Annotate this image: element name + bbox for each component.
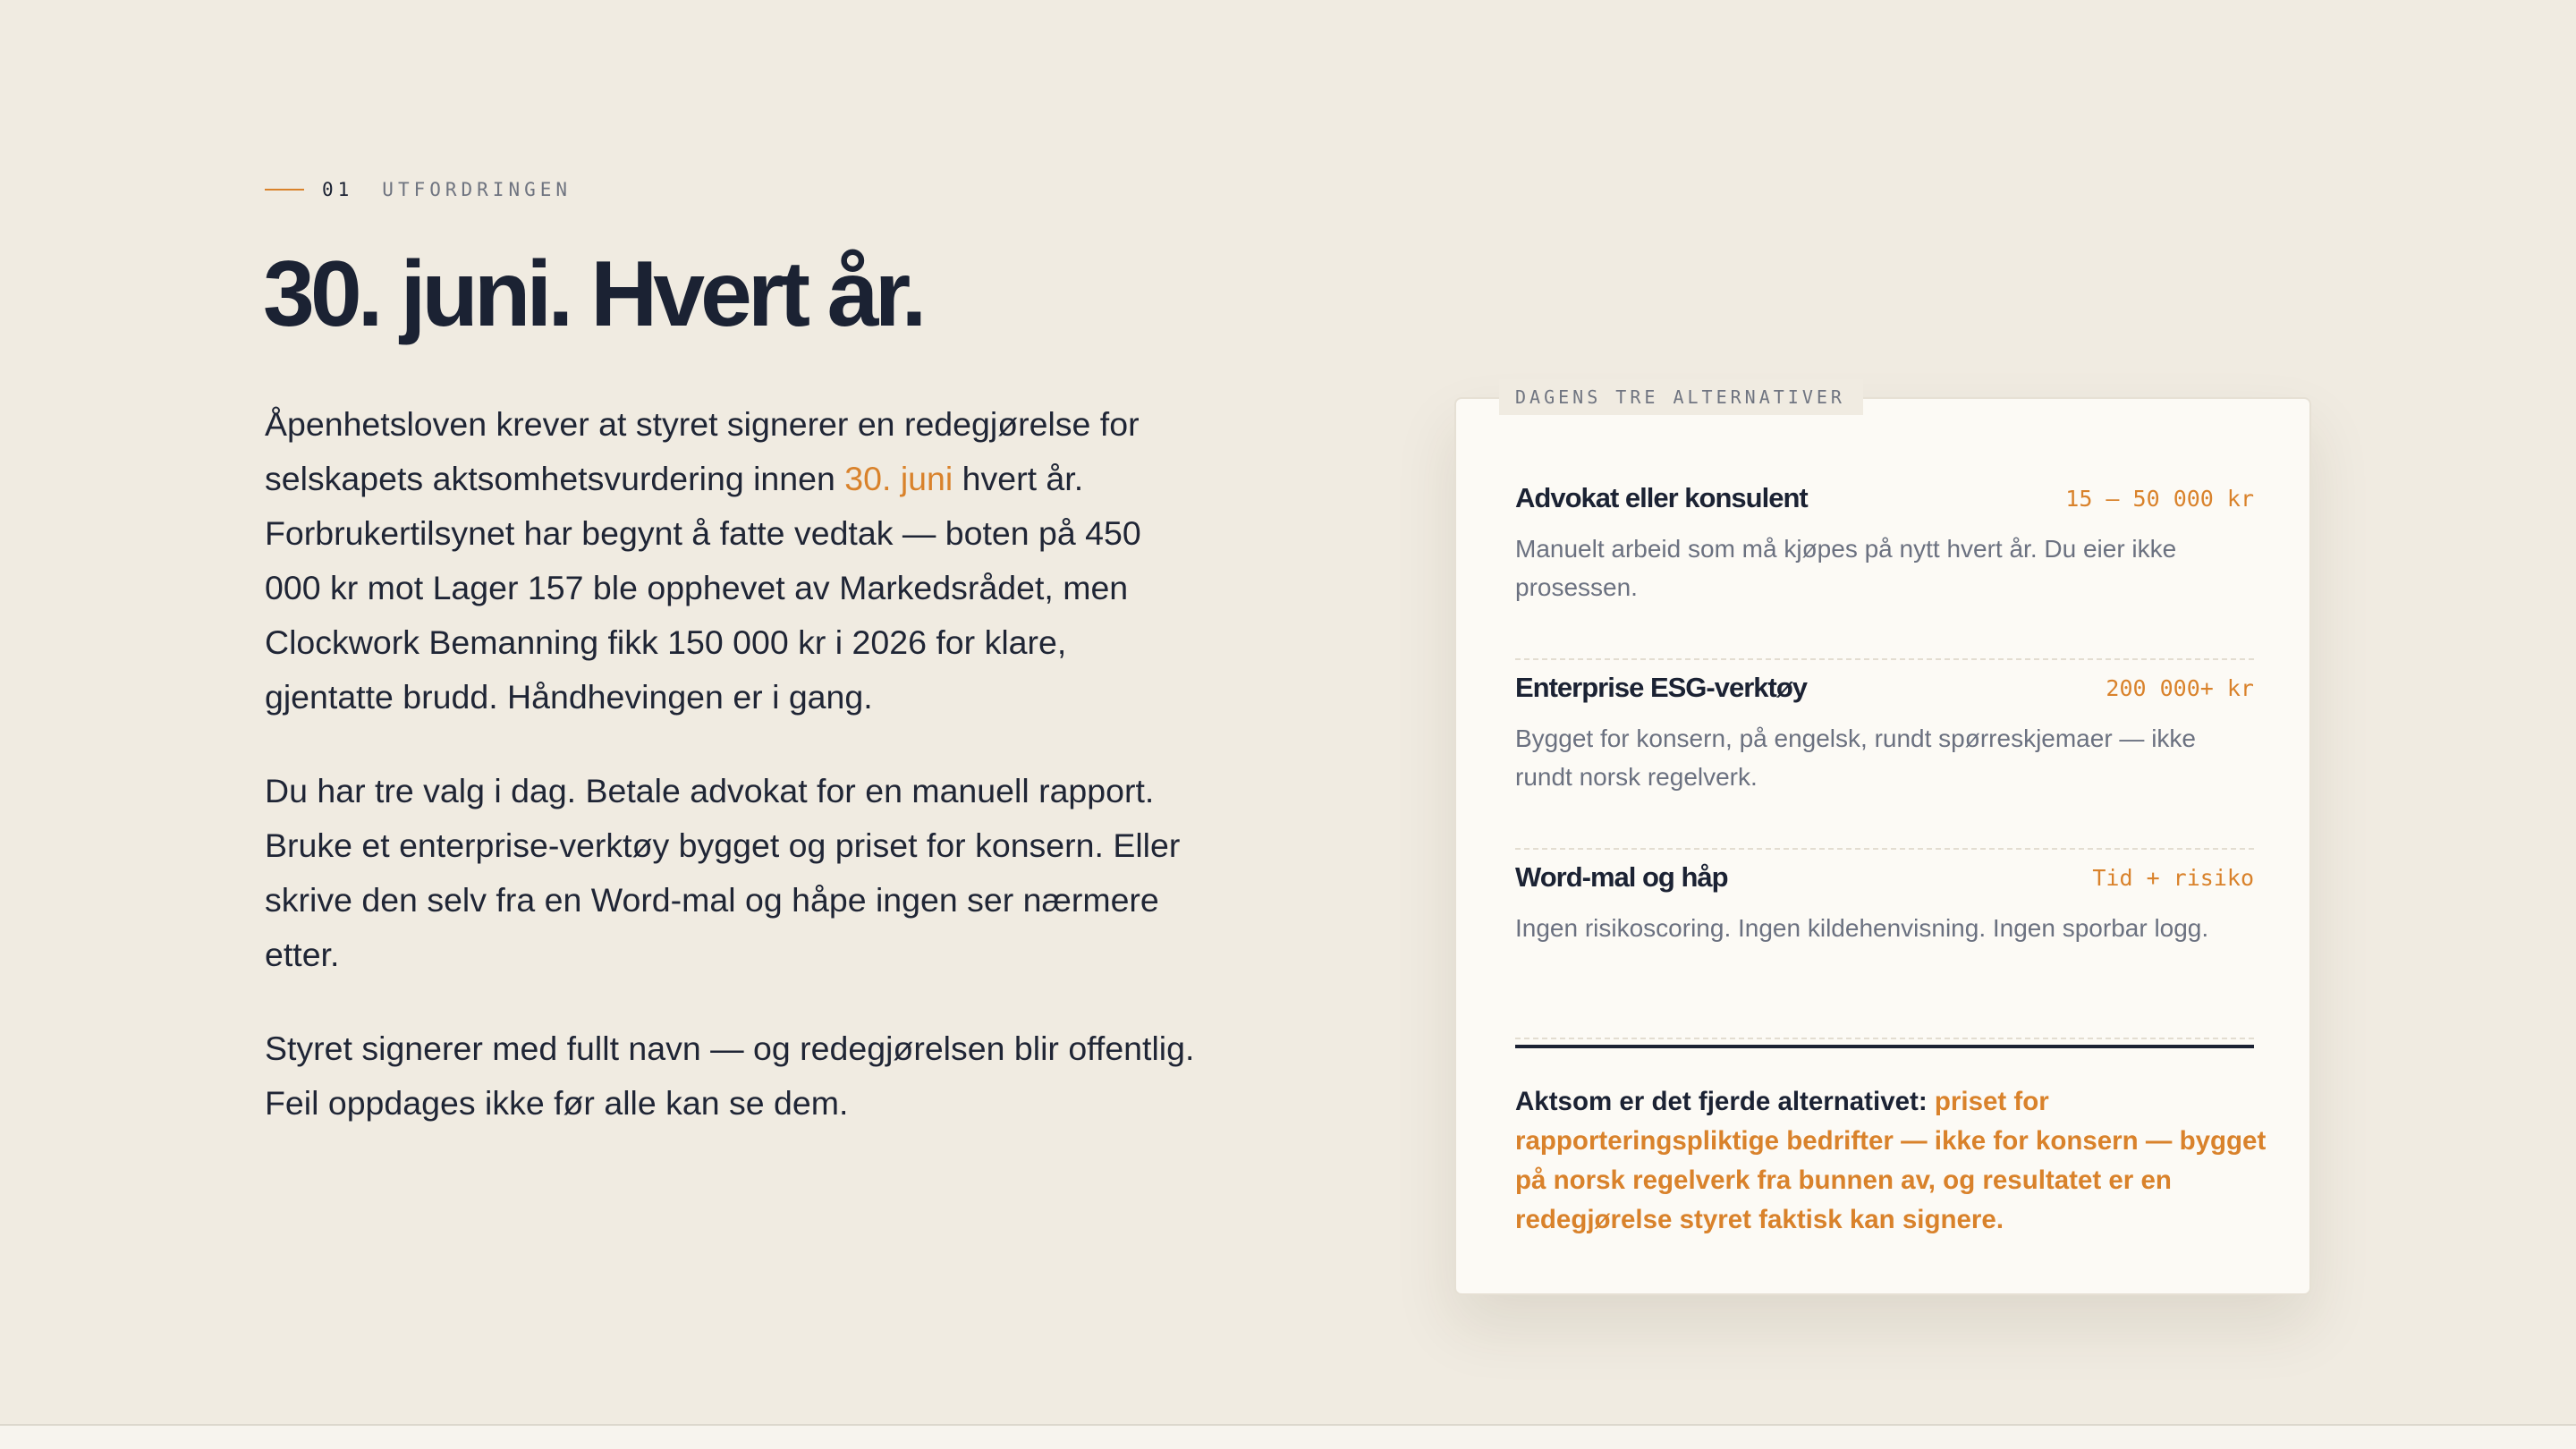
alternatives-card — [1454, 386, 2311, 1295]
alternatives-list — [1515, 470, 2254, 1039]
alternative-title: Word-mal og håp — [1515, 861, 1728, 893]
alternative-price: Tid + risiko — [2092, 864, 2254, 891]
next-section-edge — [0, 1424, 2576, 1449]
alternative-title: Advokat eller konsulent — [1515, 482, 1808, 513]
eyebrow-rule — [265, 189, 304, 191]
section-eyebrow — [265, 177, 572, 202]
alternative-title: Enterprise ESG-verktøy — [1515, 672, 1808, 703]
body-copy — [265, 397, 1204, 1170]
paragraph-deadline-lead: Åpenhetsloven krever at styret signerer en redegjørelse for selskapets aktsomhetsvurdering innen — [265, 405, 1140, 497]
section-number: 01 — [322, 179, 354, 200]
card-divider — [1515, 1045, 2254, 1048]
alternative-item-enterprise — [1515, 660, 2254, 850]
section-headline: 30. juni. Hvert år. — [263, 242, 923, 346]
alternative-description: Manuelt arbeid som må kjøpes på nytt hvert år. Du eier ikke prosessen. — [1515, 535, 2177, 601]
paragraph-deadline-rest: hvert år. Forbrukertilsynet har begynt å fatte vedtak — boten på 450 000 kr mot Lager 157 ble opphevet av Markedsrådet, men Clockwork Bemanning fikk 150 000 kr i 2026 for klare, gjentatte brudd. Håndhevingen er i gang. — [265, 460, 1141, 716]
conclusion-lead: Aktsom er det fjerde alternativet: — [1515, 1087, 1935, 1116]
deadline-highlight: 30. juni — [844, 460, 953, 497]
alternative-price: 200 000+ kr — [2106, 674, 2254, 701]
alternative-price: 15 – 50 000 kr — [2065, 485, 2254, 512]
card-conclusion — [1515, 1082, 2267, 1240]
alternative-description: Bygget for konsern, på engelsk, rundt spørreskjemaer — ikke rundt norsk regelverk. — [1515, 724, 2197, 791]
conclusion-highlight: priset for rapporteringspliktige bedrifter — ikke for konsern — bygget på norsk regelverk fra bunnen av, og resultatet er en redegjørelse styret faktisk kan signere. — [1515, 1087, 2267, 1234]
card-tag: DAGENS TRE ALTERNATIVER — [1499, 379, 1863, 415]
paragraph-options: Du har tre valg i dag. Betale advokat for en manuell rapport. Bruke et enterprise-verktøy bygget og priset for konsern. Eller skrive den selv fra en Word-mal og håpe ingen ser nærmere etter. — [265, 772, 1181, 973]
alternative-description: Ingen risikoscoring. Ingen kildehenvisning. Ingen sporbar logg. — [1515, 914, 2209, 942]
alternative-item-word-template — [1515, 850, 2254, 1039]
paragraph-deadline — [265, 397, 1204, 724]
section-label: UTFORDRINGEN — [382, 179, 572, 200]
paragraph-consequence: Styret signerer med fullt navn — og redegjørelsen blir offentlig. Feil oppdages ikke før alle kan se dem. — [265, 1030, 1195, 1122]
alternative-item-lawyer — [1515, 470, 2254, 660]
